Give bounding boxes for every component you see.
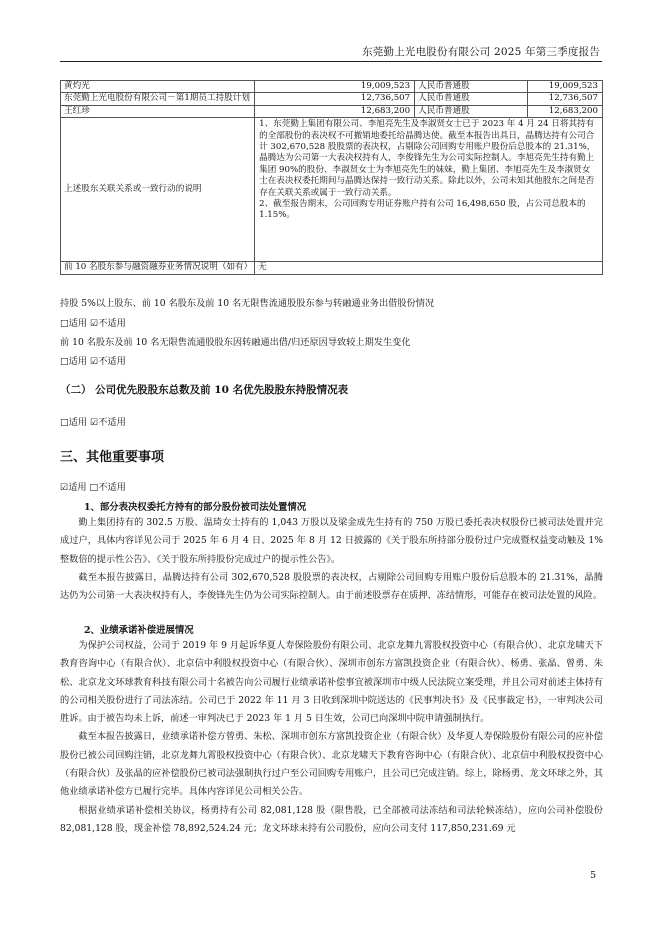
item-2-paragraph: 为保护公司权益，公司于 2019 年 9 月起诉华夏人寿保险股份有限公司、北京龙舞九霄股权投资中心（有限合伙）、北京龙啸天下教育咨询中心（有限合伙）、北京信中利股权投资中心（有限合伙）、深圳市创东方富凯投资企业（有限合伙）、杨勇、张晶、曾勇、朱松、北京龙文环球教育科技有限公司十名被告向公司履行业绩承诺补偿事宜被深圳市中级人民法院立案受理，并且公司对前述主体持有的公司相关股份进行了司法冻结。公司已于 2022 年 11 月 3 日收到深圳中院送达的《民事判决书》及《民事裁定书》，一审判决公司胜诉。由于被告均未上诉，前述一审判决已于 2023 年 1 月 5 日生效，公司已向深圳中院申请强制执行。 — [60, 640, 603, 725]
section-3-title: 三、其他重要事项 — [60, 450, 165, 465]
page-number: 5 — [590, 870, 597, 881]
checkbox-applicable-4: ☑适用 □不适用 — [60, 482, 126, 493]
holder-name: 黄灼光 — [61, 81, 255, 93]
shareholder-table — [60, 80, 603, 275]
table-row — [61, 93, 603, 105]
related-text-1: 1、东莞勤上集团有限公司、李旭亮先生及李淑贤女士已于 2023 年 4 月 24 日将其持有的全部股份的表决权不可撤销地委托给晶腾达使。截至本报告出具日，晶腾达持有公司合计 302,670,528 股股票的表决权，占剔除公司回购专用账户股份后总股本的 21.31%，晶腾达为公司第一大表决权持有人，李俊锋先生为公司实际控制人。李旭亮先生持有勤上集团 90%的股份、李淑贤女士为李旭亮先生的妹妹，勤上集团、李旭亮先生及李淑贤女士在表决权委托期间与晶腾达保持一致行动关系。除此以外，公司未知其他股东之间是否存在关联关系或属于一致行动关系。 — [259, 119, 596, 198]
checkbox-applicable-1: □适用 ☑不适用 — [60, 318, 126, 329]
item-2-paragraph: 根据业绩承诺补偿相关协议，杨勇持有公司 82,081,128 股（限售股，已全部被司法冻结和司法轮候冻结），应向公司补偿股份 82,081,128 股，现金补偿 78,892,524.24 元；龙文环球未持有公司股份，应向公司支付 117,850,231.69 元 — [60, 804, 603, 834]
holder-name: 东莞勤上光电股份有限公司－第1期员工持股计划 — [61, 93, 255, 105]
table-row — [61, 118, 603, 262]
table-row — [61, 105, 603, 117]
share-type: 人民币普通股 — [415, 93, 528, 105]
section-2-title: （二） 公司优先股股东总数及前 10 名优先股股东持股情况表 — [60, 384, 349, 396]
table-row — [61, 81, 603, 93]
related-text-2: 2、截至报告期末，公司回购专用证券账户持有公司 16,498,650 股，占公司总股本的 1.15%。 — [259, 199, 586, 221]
holder-shares: 12,683,200 — [255, 105, 415, 117]
share-count: 19,009,523 — [527, 81, 602, 93]
related-description — [255, 118, 603, 262]
item-2-title: 2、业绩承诺补偿进展情况 — [84, 625, 194, 636]
item-2-body — [60, 637, 603, 838]
item-1-title: 1、部分表决权委托方持有的部分股份被司法处置情况 — [84, 502, 307, 513]
related-label: 上述股东关联关系或一致行动的说明 — [61, 118, 255, 262]
checkbox-applicable-2: □适用 ☑不适用 — [60, 356, 126, 367]
share-count: 12,736,507 — [527, 93, 602, 105]
item-1-paragraph: 截至本报告披露日，晶腾达持有公司 302,670,528 股股票的表决权，占剔除公司回购专用账户股份后总股本的 21.31%，晶腾达仍为公司第一大表决权持有人，李俊锋先生仍为公司实际控制人。由于前述股票存在质押、冻结情形，可能存在被司法处置的风险。 — [60, 571, 603, 602]
holder-shares: 19,009,523 — [255, 81, 415, 93]
share-count: 12,683,200 — [527, 105, 602, 117]
lend-title: 持股 5%以上股东、前 10 名股东及前 10 名无限售流通股股东参与转融通业务出借股份情况 — [60, 298, 435, 309]
header-divider — [60, 61, 602, 62]
table-row — [61, 262, 603, 274]
margin-value: 无 — [255, 262, 603, 274]
item-1-body — [60, 514, 603, 605]
holder-shares: 12,736,507 — [255, 93, 415, 105]
holder-name: 王红珍 — [61, 105, 255, 117]
item-1-paragraph: 勤上集团持有的 302.5 万股、温琦女士持有的 1,043 万股以及梁金成先生持有的 750 万股已委托表决权股份已被司法处置并完成过户，具体内容详见公司于 2025 年 6 月 4 日、2025 年 8 月 12 日披露的《关于股东所持部分股份过户完成暨权益变动触及 1%整数倍的提示性公告》、《关于股东所持股份完成过户的提示性公告》。 — [60, 517, 603, 565]
margin-label: 前 10 名股东参与融资融券业务情况说明（如有） — [61, 262, 255, 274]
share-type: 人民币普通股 — [415, 105, 528, 117]
page-header-title: 东莞勤上光电股份有限公司 2025 年第三季度报告 — [362, 46, 600, 58]
checkbox-applicable-3: □适用 ☑不适用 — [60, 417, 126, 428]
share-type: 人民币普通股 — [415, 81, 528, 93]
change-title: 前 10 名股东及前 10 名无限售流通股股东因转融通出借/归还原因导致较上期发生变化 — [60, 337, 411, 348]
item-2-paragraph: 截至本报告披露日，业绩承诺补偿方曾勇、朱松、深圳市创东方富凯投资企业（有限合伙）及华夏人寿保险股份有限公司的应补偿股份已被公司回购注销，北京龙舞九霄股权投资中心（有限合伙）、北京龙啸天下教育咨询中心（有限合伙）、北京信中利股权投资中心（有限合伙）及张晶的应补偿股份已被司法强制执行过户至公司回购专用账户，且公司已完成注销。综上，除杨勇、龙文环球之外，其他业绩承诺补偿方已履行完毕。具体内容详见公司相关公告。 — [60, 731, 603, 798]
